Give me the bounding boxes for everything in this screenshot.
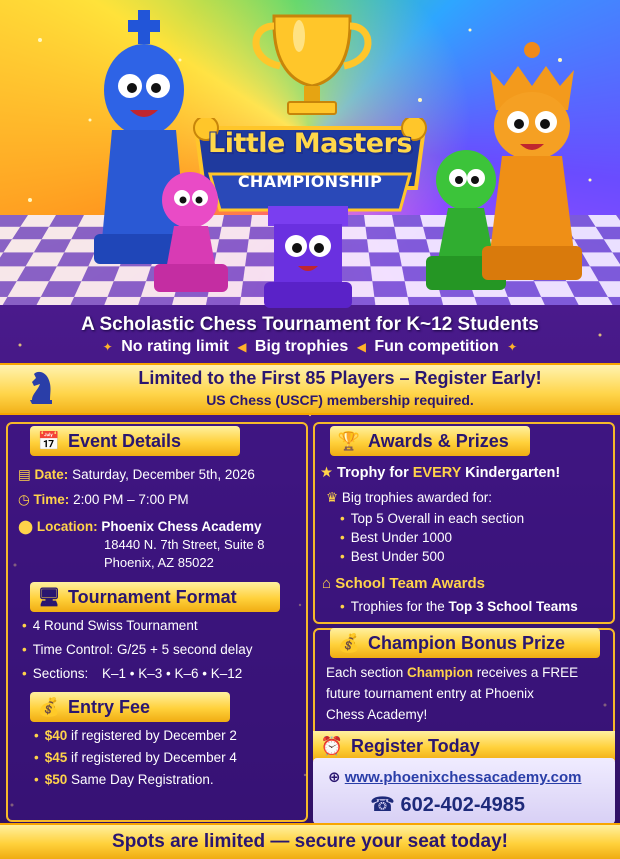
trophy-icon	[244, 6, 380, 126]
orange-queen-icon	[476, 40, 588, 290]
school-icon: ⌂	[322, 575, 332, 592]
money-bag-icon: 💰	[37, 697, 61, 717]
page-subtitle: CHAMPIONSHIP	[237, 172, 383, 191]
clock-alarm-icon: ⏰	[320, 736, 344, 756]
location-pin-icon: ⬤	[18, 519, 34, 534]
trophy-small-icon: 🏆	[337, 431, 361, 451]
format-item: • 4 Round Swiss Tournament	[22, 618, 198, 633]
footer-banner: Spots are limited — secure your seat today!	[0, 823, 620, 859]
calendar-small-icon: ▤	[18, 467, 31, 482]
trophy-tiny-icon: ♛	[326, 490, 339, 505]
globe-icon: ⊕	[328, 769, 341, 786]
phone-number[interactable]: ☎ 602-402-4985	[370, 794, 526, 816]
champion-heading	[330, 628, 600, 658]
award-item: • Top 5 Overall in each section	[340, 511, 525, 526]
school-team-heading: ⌂ School Team Awards	[322, 575, 485, 592]
award-item: • Best Under 1000	[340, 530, 453, 545]
champion-line-3: Chess Academy!	[326, 707, 428, 722]
school-team-item: • Trophies for the Top 3 School Teams	[340, 599, 578, 614]
date-label: Date:	[34, 467, 69, 482]
time-row	[18, 492, 189, 508]
register-heading	[313, 731, 615, 761]
location-name: Phoenix Chess Academy	[101, 519, 262, 534]
website-link[interactable]: ⊕ www.phoenixchessacademy.com	[328, 769, 582, 786]
fee-item: • $40 if registered by December 2	[34, 728, 237, 743]
time-value: 2:00 PM – 7:00 PM	[73, 492, 189, 507]
tagline-2: Big trophies	[254, 338, 349, 355]
page-title: Little Masters	[207, 128, 412, 159]
location-row	[18, 519, 261, 535]
pink-pawn-icon	[150, 160, 232, 300]
arrow-left-icon: ◀	[237, 340, 247, 354]
format-item: • Sections: K–1 • K–3 • K–6 • K–12	[22, 666, 243, 681]
knight-icon	[26, 368, 56, 408]
membership-note: US Chess (USCF) membership required.	[206, 392, 474, 408]
date-value: Saturday, December 5th, 2026	[72, 467, 255, 482]
limit-headline: Limited to the First 85 Players – Register Early!	[138, 368, 542, 388]
time-control-value: G/25 + 5 second delay	[117, 642, 253, 657]
event-details-label: Event Details	[68, 430, 182, 451]
tagline-1: No rating limit	[121, 338, 229, 355]
kindergarten-trophy: ★ Trophy for EVERY Kindergarten!	[320, 465, 561, 481]
star-icon: ★	[320, 465, 333, 481]
location-city: Phoenix, AZ 85022	[104, 555, 214, 570]
monitor-icon: 🖥	[37, 587, 61, 607]
calendar-icon: 📅	[37, 431, 61, 451]
sections-value: K–1 • K–3 • K–6 • K–12	[102, 666, 243, 681]
fee-item: • $50 Same Day Registration.	[34, 772, 214, 787]
location-label: Location:	[36, 519, 98, 534]
star-icon: ✦	[102, 340, 113, 354]
entry-fee-heading	[30, 692, 230, 722]
champion-line-2: future tournament entry at Phoenix	[326, 686, 534, 701]
format-item: • Time Control: G/25 + 5 second delay	[22, 642, 253, 657]
date-row	[18, 467, 255, 483]
big-trophies-line: ♛ Big trophies awarded for:	[326, 490, 492, 505]
tournament-format-label: Tournament Format	[68, 586, 237, 607]
champion-label: Champion Bonus Prize	[368, 632, 566, 653]
entry-fee-label: Entry Fee	[68, 696, 151, 717]
awards-heading	[330, 426, 530, 456]
champion-line-1: Each section Champion receives a FREE	[326, 665, 579, 680]
register-label: Register Today	[351, 735, 480, 756]
money-bag-icon: 💰	[337, 633, 361, 653]
tagline-3: Fun competition	[374, 338, 499, 355]
award-item: • Best Under 500	[340, 549, 445, 564]
event-details-heading	[30, 426, 240, 456]
phone-icon: ☎	[370, 794, 395, 816]
fee-item: • $45 if registered by December 4	[34, 750, 237, 765]
star-icon: ✦	[507, 340, 518, 354]
arrow-left-icon: ◀	[356, 340, 366, 354]
time-label: Time:	[33, 492, 70, 507]
location-street: 18440 N. 7th Street, Suite 8	[104, 537, 265, 552]
purple-rook-icon	[262, 200, 354, 312]
headline: A Scholastic Chess Tournament for K~12 Students	[81, 314, 539, 335]
tournament-format-heading	[30, 582, 280, 612]
awards-label: Awards & Prizes	[368, 430, 509, 451]
taglines	[0, 338, 620, 356]
clock-icon: ◷	[18, 492, 30, 507]
